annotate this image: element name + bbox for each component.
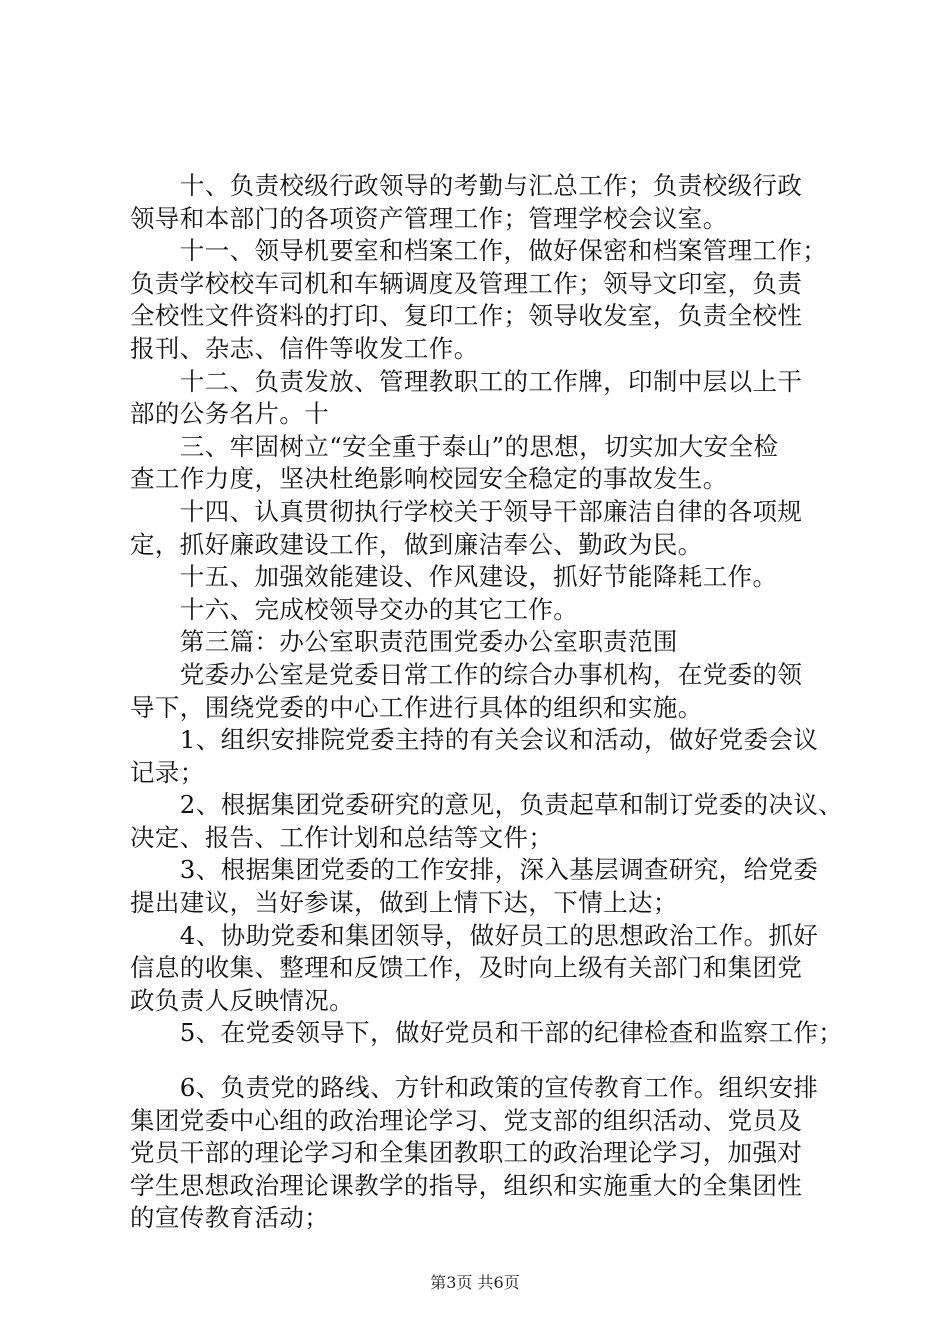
- text-line: 三、牢固树立“安全重于泰山”的思想，切实加大安全检: [130, 431, 779, 461]
- text-line: 全校性文件资料的打印、复印工作；领导收发室，负责全校性: [130, 301, 803, 331]
- text-line: 负责学校校车司机和车辆调度及管理工作；领导文印室，负责: [130, 268, 803, 298]
- text-line: 记录；: [130, 757, 205, 787]
- text-line: 十一、领导机要室和档案工作，做好保密和档案管理工作；: [130, 236, 828, 266]
- text-line: 6、负责党的路线、方针和政策的宣传教育工作。组织安排: [130, 1073, 819, 1103]
- text-line: 提出建议，当好参谋，做到上情下达，下情上达；: [130, 888, 678, 918]
- text-line: 十六、完成校领导交办的其它工作。: [130, 594, 579, 624]
- text-line: 5、在党委领导下，做好党员和干部的纪律检查和监察工作；: [130, 1018, 844, 1048]
- blank-line: [130, 1050, 830, 1072]
- text-line: 报刊、杂志、信件等收发工作。: [130, 333, 479, 363]
- text-line: 的宣传教育活动；: [130, 1203, 330, 1233]
- text-line: 3、根据集团党委的工作安排，深入基层调查研究，给党委: [130, 855, 819, 885]
- text-line: 十五、加强效能建设、作风建设，抓好节能降耗工作。: [130, 562, 778, 592]
- text-line: 部的公务名片。十: [130, 399, 330, 429]
- text-line: 决定、报告、工作计划和总结等文件；: [130, 822, 554, 852]
- page-footer: 第3页 共6页: [430, 1273, 520, 1292]
- text-line: 十四、认真贯彻执行学校关于领导干部廉洁自律的各项规: [130, 496, 803, 526]
- text-line: 导下，围绕党委的中心工作进行具体的组织和实施。: [130, 692, 703, 722]
- text-line: 党员干部的理论学习和全集团教职工的政治理论学习，加强对: [130, 1138, 803, 1168]
- text-line: 党委办公室是党委日常工作的综合办事机构，在党委的领: [130, 659, 803, 689]
- text-line: 2、根据集团党委研究的意见，负责起草和制订党委的决议、: [130, 790, 844, 820]
- text-line: 政负责人反映情况。: [130, 985, 355, 1015]
- document-body: [130, 170, 844, 1235]
- section-heading: 第三篇：办公室职责范围党委办公室职责范围: [130, 627, 678, 657]
- text-line: 领导和本部门的各项资产管理工作；管理学校会议室。: [130, 203, 728, 233]
- text-line: 1、组织安排院党委主持的有关会议和活动，做好党委会议: [130, 725, 819, 755]
- text-line: 集团党委中心组的政治理论学习、党支部的组织活动、党员及: [130, 1105, 803, 1135]
- text-line: 十二、负责发放、管理教职工的工作牌，印制中层以上干: [130, 366, 803, 396]
- text-line: 4、协助党委和集团领导，做好员工的思想政治工作。抓好: [130, 920, 819, 950]
- text-line: 信息的收集、整理和反馈工作，及时向上级有关部门和集团党: [130, 953, 803, 983]
- text-line: 查工作力度，坚决杜绝影响校园安全稳定的事故发生。: [130, 464, 728, 494]
- text-line: 定，抓好廉政建设工作，做到廉洁奉公、勤政为民。: [130, 529, 703, 559]
- text-line: 学生思想政治理论课教学的指导，组织和实施重大的全集团性: [130, 1170, 803, 1200]
- text-line: 十、负责校级行政领导的考勤与汇总工作；负责校级行政: [130, 171, 803, 200]
